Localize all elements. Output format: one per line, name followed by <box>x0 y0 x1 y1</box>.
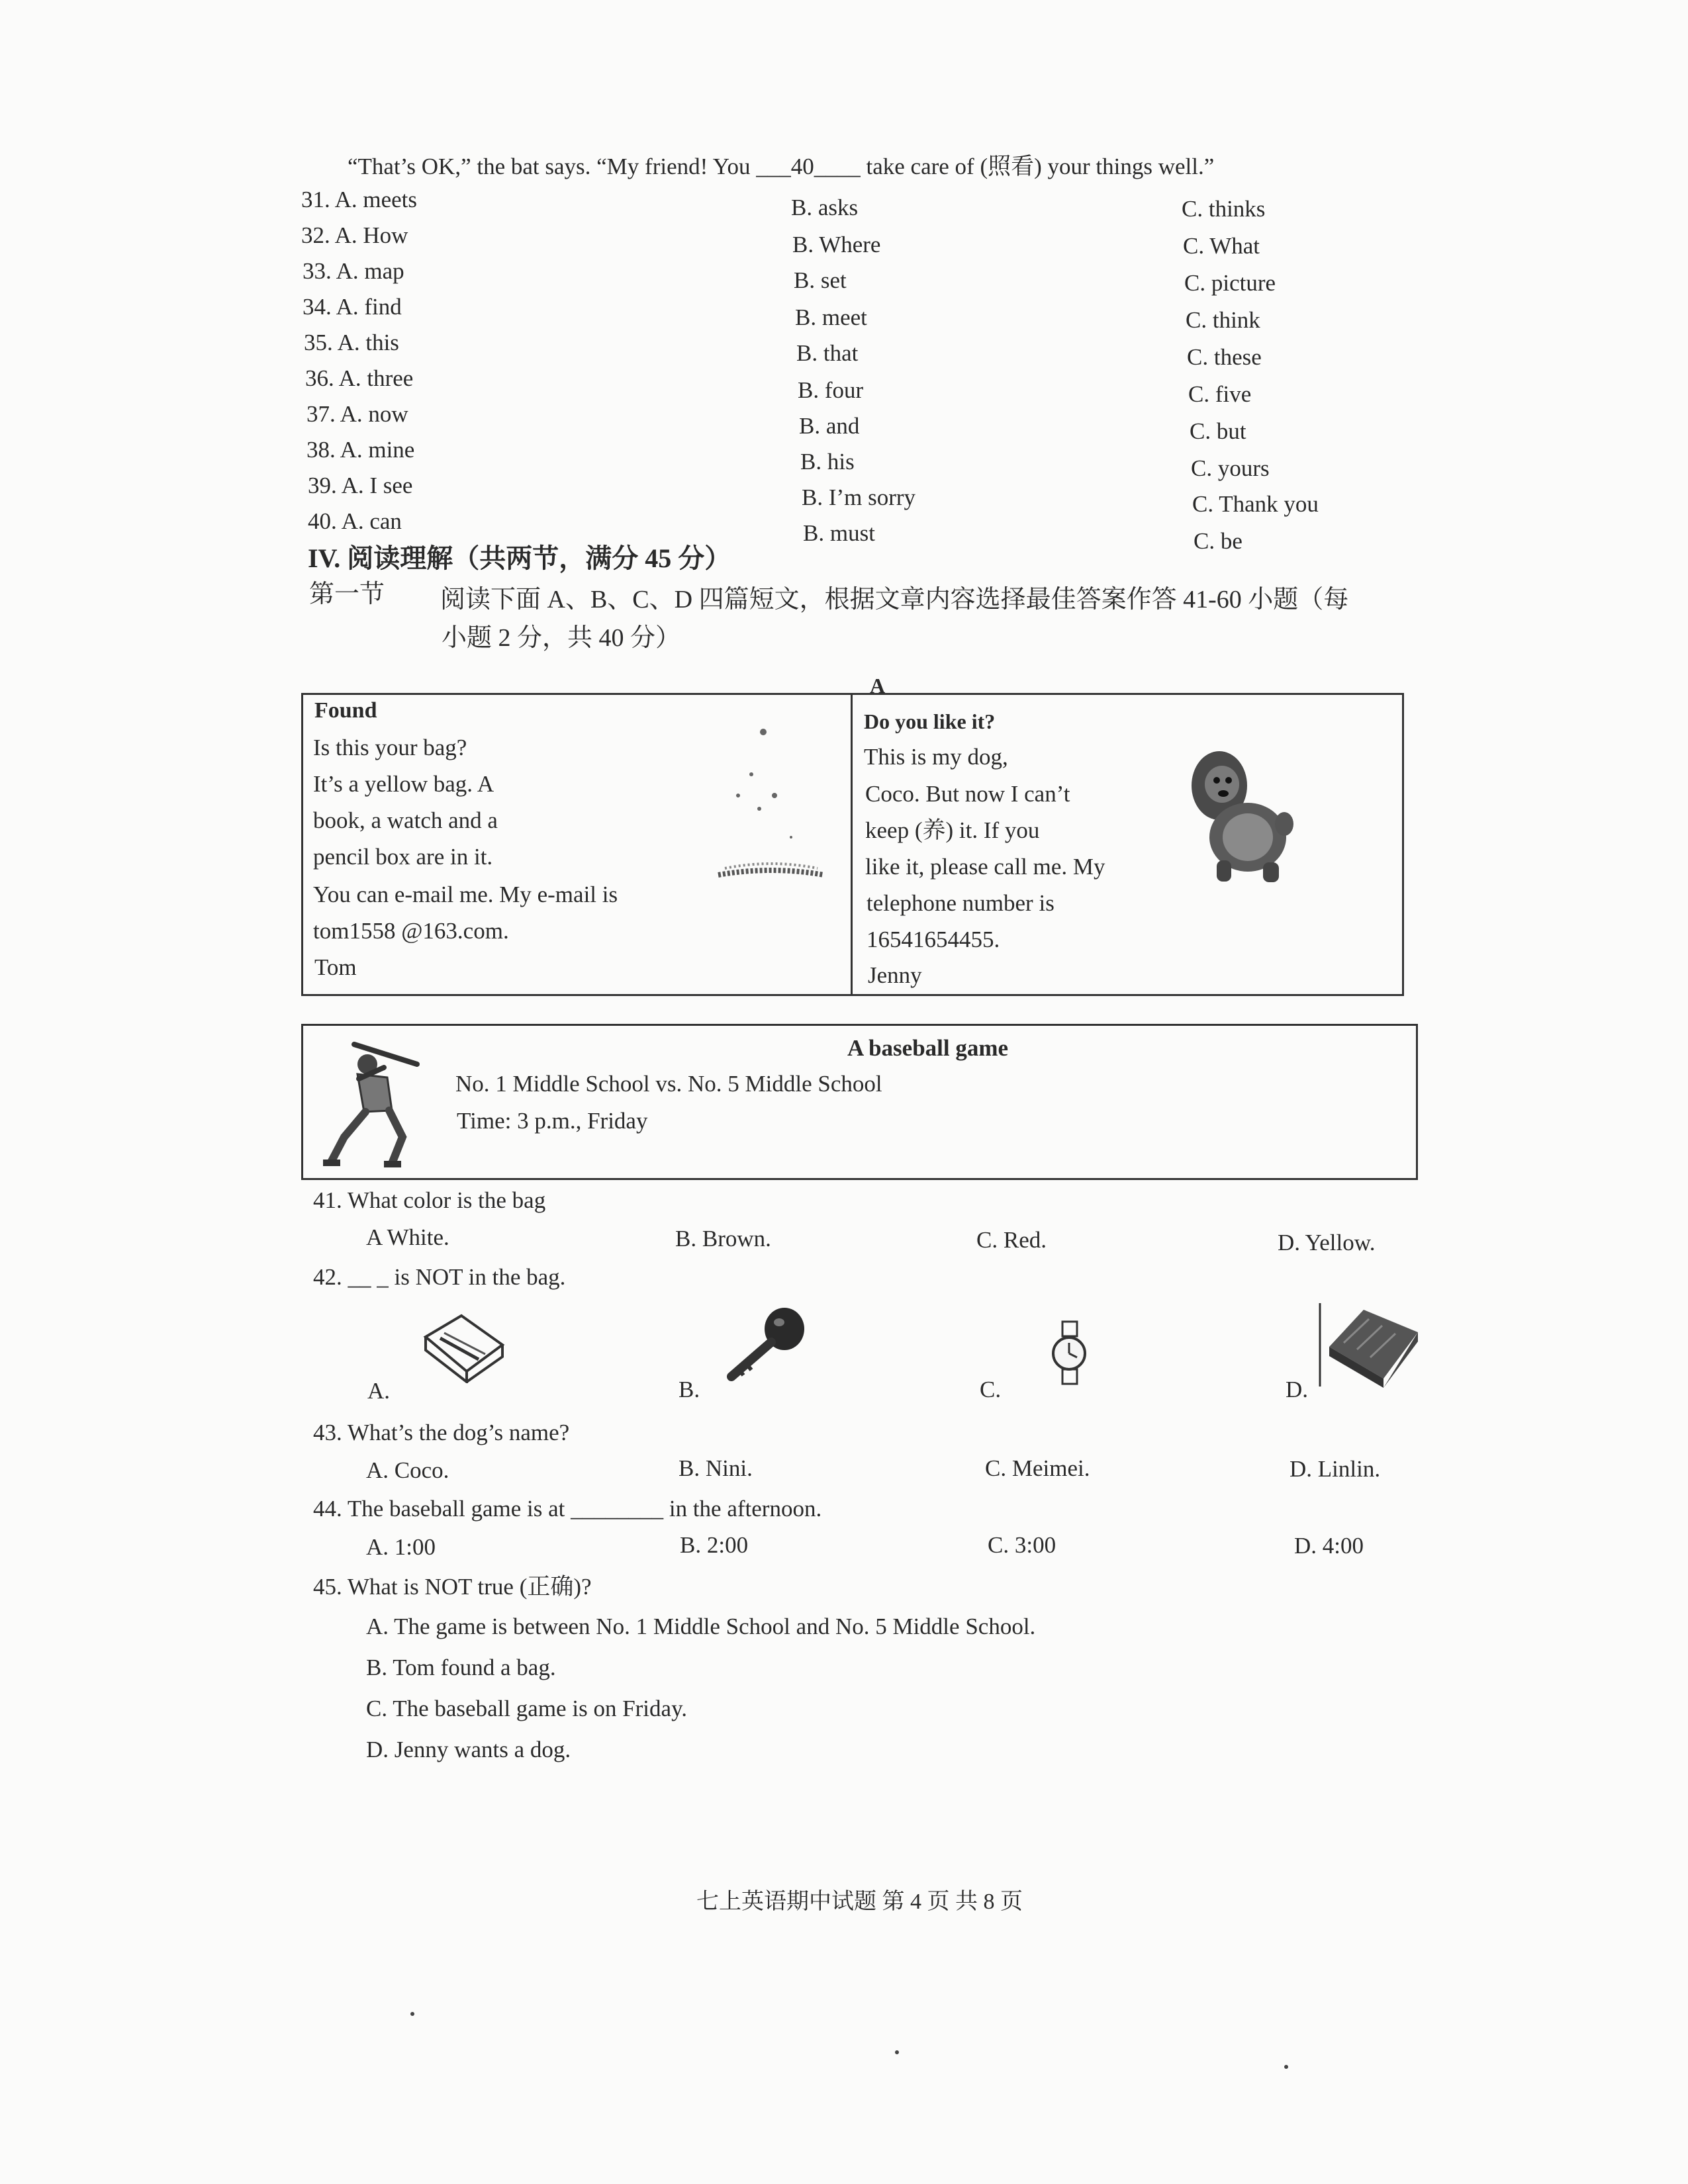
question-43-option-d[interactable]: D. Linlin. <box>1289 1456 1381 1482</box>
dog-ad-line: keep (养) it. If you <box>865 817 1040 843</box>
found-ad-line: tom1558 @163.com. <box>313 918 509 944</box>
cloze-option-b: B. four <box>798 377 864 403</box>
cloze-option-c: C. these <box>1187 344 1262 370</box>
key-icon <box>718 1304 811 1387</box>
cloze-option-b: B. meet <box>795 304 867 330</box>
cloze-option-a: 31. A. meets <box>301 187 417 212</box>
cloze-option-c: C. but <box>1190 418 1246 444</box>
found-ad-signature: Tom <box>314 954 357 980</box>
dog-ad-line: telephone number is <box>867 890 1055 916</box>
found-ad-title: Found <box>314 698 377 723</box>
cloze-option-c: C. What <box>1183 233 1260 259</box>
cloze-option-b: B. Where <box>792 232 881 257</box>
question-41-option-a[interactable]: A White. <box>366 1224 449 1250</box>
question-43-option-c[interactable]: C. Meimei. <box>985 1455 1090 1481</box>
question-44-option-c[interactable]: C. 3:00 <box>988 1532 1056 1558</box>
ads-box-divider <box>851 693 853 996</box>
found-ad-line: It’s a yellow bag. A <box>313 771 494 797</box>
section-title: IV. 阅读理解（共两节，满分 45 分） <box>308 543 731 573</box>
cloze-option-a: 37. A. now <box>306 401 408 427</box>
cloze-option-b: B. and <box>799 413 860 439</box>
scan-speck <box>410 2012 414 2016</box>
question-41-option-d[interactable]: D. Yellow. <box>1278 1230 1376 1255</box>
section-instruction-cont: 小题 2 分，共 40 分） <box>442 624 681 652</box>
cloze-option-c: C. picture <box>1184 270 1276 296</box>
question-45-option-c[interactable]: C. The baseball game is on Friday. <box>366 1696 688 1721</box>
section-instruction: 阅读下面 A、B、C、D 四篇短文，根据文章内容选择最佳答案作答 41-60 小题（每 <box>440 586 1349 614</box>
cloze-option-a: 32. A. How <box>301 222 408 248</box>
question-42-option-c[interactable]: C. <box>980 1377 1002 1402</box>
cloze-option-c: C. be <box>1194 528 1243 554</box>
bag-illustration <box>712 721 831 884</box>
dog-illustration <box>1185 745 1297 887</box>
cloze-option-b: B. asks <box>791 195 859 220</box>
cloze-option-a: 34. A. find <box>303 294 402 320</box>
baseball-teams: No. 1 Middle School vs. No. 5 Middle School <box>455 1071 882 1097</box>
cloze-option-a: 38. A. mine <box>306 437 415 463</box>
cloze-option-a: 39. A. I see <box>308 473 413 498</box>
dog-ad-line: Coco. But now I can’t <box>865 781 1070 807</box>
cloze-option-c: C. yours <box>1191 455 1270 481</box>
baseball-time: Time: 3 p.m., Friday <box>457 1108 648 1134</box>
found-ad-line: Is this your bag? <box>313 735 467 760</box>
cloze-option-a: 35. A. this <box>304 330 399 355</box>
question-41-option-c[interactable]: C. Red. <box>976 1227 1047 1253</box>
question-41-option-b[interactable]: B. Brown. <box>675 1226 771 1251</box>
dog-ad-signature: Jenny <box>868 962 922 988</box>
question-44-option-a[interactable]: A. 1:00 <box>366 1534 436 1560</box>
cloze-option-b: B. must <box>803 520 875 546</box>
scan-speck <box>1284 2065 1288 2069</box>
scan-speck <box>895 2050 899 2054</box>
dog-ad-line: 16541654455. <box>867 927 1000 952</box>
baseball-player-illustration <box>318 1038 434 1170</box>
question-44-option-b[interactable]: B. 2:00 <box>680 1532 749 1558</box>
cloze-option-c: C. thinks <box>1182 196 1266 222</box>
question-45-option-b[interactable]: B. Tom found a bag. <box>366 1655 556 1680</box>
found-ad-line: book, a watch and a <box>313 807 498 833</box>
question-42-option-b[interactable]: B. <box>679 1377 700 1402</box>
page-footer: 七上英语期中试题 第 4 页 共 8 页 <box>696 1889 1023 1914</box>
question-45-stem: 45. What is NOT true (正确)? <box>313 1574 592 1600</box>
cloze-option-c: C. five <box>1188 381 1252 407</box>
question-42-stem: 42. __ _ is NOT in the bag. <box>313 1264 566 1290</box>
question-42-option-a[interactable]: A. <box>367 1378 391 1404</box>
cloze-option-c: C. Thank you <box>1192 491 1319 517</box>
cloze-option-b: B. I’m sorry <box>802 484 916 510</box>
dog-ad-line: like it, please call me. My <box>865 854 1105 880</box>
cloze-option-b: B. his <box>800 449 855 475</box>
baseball-title: A baseball game <box>847 1035 1009 1061</box>
dog-ad-line: This is my dog, <box>864 744 1008 770</box>
question-43-stem: 43. What’s the dog’s name? <box>313 1420 570 1445</box>
question-45-option-a[interactable]: A. The game is between No. 1 Middle School and No. 5 Middle School. <box>366 1614 1036 1639</box>
pencil-box-icon <box>420 1310 506 1383</box>
cloze-option-c: C. think <box>1186 307 1260 333</box>
question-43-option-b[interactable]: B. Nini. <box>679 1455 753 1481</box>
cloze-option-a: 36. A. three <box>305 365 414 391</box>
question-43-option-a[interactable]: A. Coco. <box>366 1457 449 1483</box>
book-icon <box>1317 1300 1423 1390</box>
cloze-option-b: B. that <box>796 340 859 366</box>
question-41-stem: 41. What color is the bag <box>313 1187 546 1213</box>
question-44-stem: 44. The baseball game is at ________ in the afternoon. <box>313 1496 822 1522</box>
found-ad-line: pencil box are in it. <box>313 844 493 870</box>
dog-ad-title: Do you like it? <box>864 709 996 733</box>
found-ad-line: You can e-mail me. My e-mail is <box>313 882 618 907</box>
question-42-option-d[interactable]: D. <box>1286 1377 1309 1402</box>
cloze-option-a: 40. A. can <box>308 508 402 534</box>
passage-label: A <box>870 674 886 698</box>
watch-icon <box>1043 1320 1096 1387</box>
cloze-intro-line: “That’s OK,” the bat says. “My friend! You ___40____ take care of (照看) your things well.” <box>348 154 1215 179</box>
cloze-option-b: B. set <box>794 267 847 293</box>
cloze-option-a: 33. A. map <box>303 258 404 284</box>
question-45-option-d[interactable]: D. Jenny wants a dog. <box>366 1737 571 1762</box>
section-part-label: 第一节 <box>309 580 385 608</box>
question-44-option-d[interactable]: D. 4:00 <box>1294 1533 1364 1559</box>
